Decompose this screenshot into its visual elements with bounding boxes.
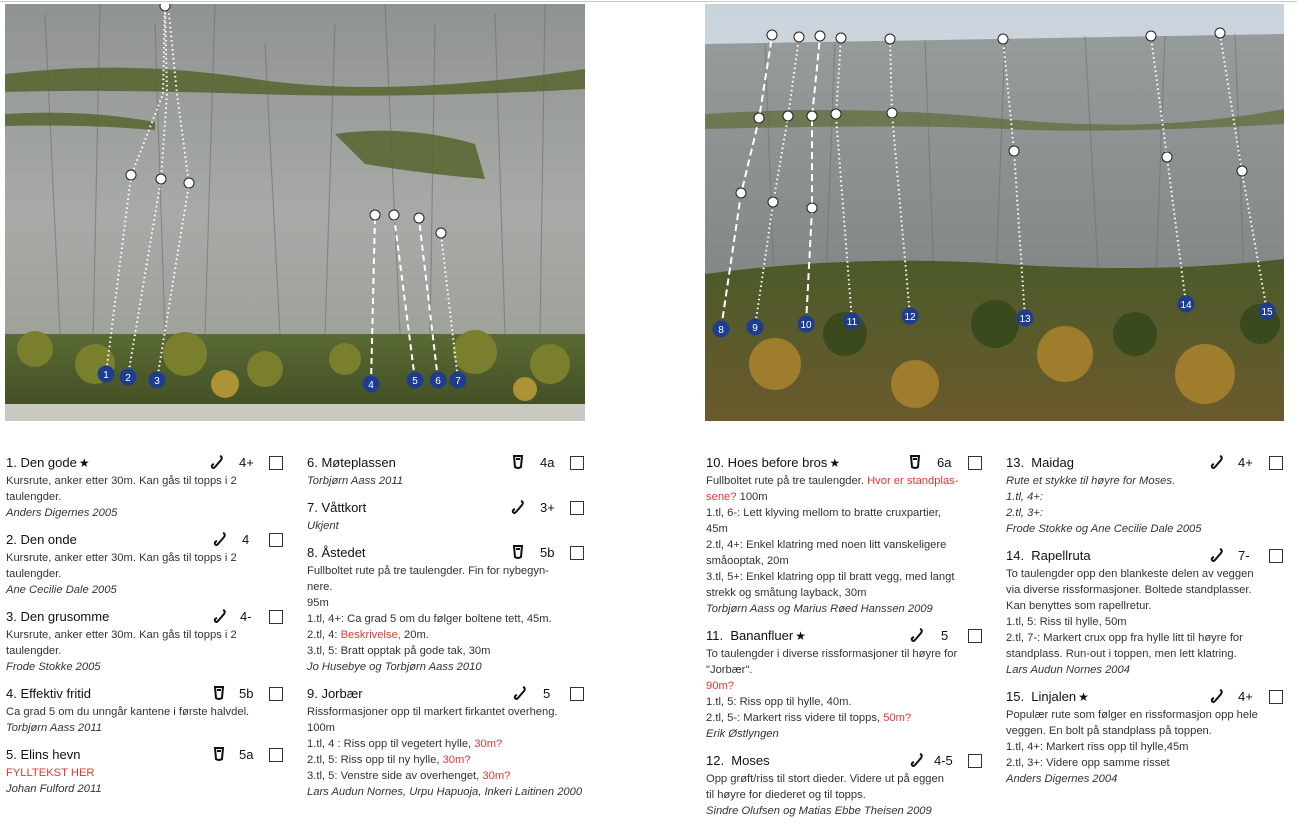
route-entry: [706, 453, 991, 617]
tick-checkbox[interactable]: [570, 687, 584, 701]
tick-checkbox[interactable]: [269, 456, 283, 470]
star-icon: ★: [1078, 690, 1089, 704]
route-marker: 7: [455, 376, 461, 387]
route-marker: 12: [904, 312, 916, 323]
route-entry: [307, 543, 592, 675]
route-grade: 4+: [1238, 455, 1253, 470]
pitch-line: 2.tl, 5: Riss opp til ny hylle, 30m?: [307, 754, 471, 766]
route-description: nere.: [307, 581, 333, 593]
route-entry: [1006, 687, 1286, 787]
route-entry: [6, 684, 286, 736]
star-icon: ★: [78, 456, 90, 470]
star-icon: ★: [829, 456, 841, 470]
route-name: 2. Den onde: [6, 532, 77, 547]
route-description: Ca grad 5 om du unngår kantene i første halvdel.: [6, 706, 250, 718]
pitch-line: standplass. Run-out i toppen, men lett klatring.: [1006, 648, 1237, 660]
pitch-line: strekk og småtung layback, 30m: [706, 587, 867, 599]
route-description: Kursrute, anker etter 30m. Kan gås til topps i 2 taulengder.: [6, 552, 237, 580]
route-entry: [307, 498, 592, 534]
pitch-line: 3.tl, 5: Venstre side av overhenget, 30m?: [307, 770, 511, 782]
route-name: 14. Rapellruta: [1006, 548, 1091, 563]
tick-checkbox[interactable]: [269, 748, 283, 762]
quickdraw-icon: [512, 685, 528, 701]
route-marker: 11: [846, 317, 858, 328]
route-name: 10. Hoes before bros: [706, 455, 828, 470]
route-description: sene? 100m: [706, 491, 768, 503]
route-length: 90m?: [706, 680, 734, 692]
route-grade: 5b: [239, 686, 254, 701]
route-name: 13. Maidag: [1006, 455, 1074, 470]
tick-checkbox[interactable]: [1269, 456, 1283, 470]
route-entry: [307, 453, 592, 489]
quickdraw-icon: [1209, 688, 1225, 704]
quickdraw-icon: [1209, 454, 1225, 470]
nut-icon: [510, 454, 526, 470]
route-entry: [6, 453, 286, 521]
route-author: Torbjørn Aass 2011: [307, 475, 403, 487]
route-column-2: [307, 453, 592, 809]
route-marker: 8: [718, 325, 724, 336]
route-marker: 6: [435, 376, 441, 387]
route-marker: 14: [1180, 300, 1192, 311]
route-author: Torbjørn Aass 2011: [6, 722, 102, 734]
tick-checkbox[interactable]: [269, 687, 283, 701]
route-description: til høyre for diederet og til topps.: [706, 789, 866, 801]
pitch-line: småooptak, 20m: [706, 555, 789, 567]
page-top-rule: [0, 1, 1297, 2]
route-entry: [706, 751, 991, 819]
tick-checkbox[interactable]: [1269, 690, 1283, 704]
route-name: 15. Linjalen: [1006, 689, 1077, 704]
route-name: 5. Elins hevn: [6, 747, 81, 762]
tick-checkbox[interactable]: [968, 754, 982, 768]
route-entry: [307, 684, 592, 800]
pitch-line: 2.tl, 7-: Markert crux opp fra hylle litt til høyre for: [1006, 632, 1243, 644]
nut-icon: [211, 685, 227, 701]
route-grade: 3+: [540, 500, 555, 515]
route-grade: 5a: [239, 747, 254, 762]
tick-checkbox[interactable]: [968, 629, 982, 643]
route-grade: 4-: [240, 609, 252, 624]
route-name: 6. Møteplassen: [307, 455, 396, 470]
tick-checkbox[interactable]: [968, 456, 982, 470]
nut-icon: [211, 746, 227, 762]
route-entry: [1006, 453, 1286, 537]
pitch-line: 1.tl, 5: Riss til hylle, 50m: [1006, 616, 1127, 628]
pitch-line: 2.tl, 4: Beskrivelse, 20m.: [307, 629, 429, 641]
route-author: Sindre Olufsen og Matias Ebbe Theisen 2009: [706, 805, 932, 817]
route-description: To taulengder i diverse rissformasjoner til høyre for: [706, 648, 958, 660]
route-entry: [1006, 546, 1286, 678]
tick-checkbox[interactable]: [570, 546, 584, 560]
route-entry: [6, 745, 286, 797]
route-grade: 4a: [540, 455, 555, 470]
quickdraw-icon: [212, 531, 228, 547]
pitch-line: 1.tl, 5: Riss opp til hylle, 40m.: [706, 696, 852, 708]
route-marker: 10: [800, 320, 812, 331]
route-grade: 4+: [239, 455, 254, 470]
route-name: 8. Åstedet: [307, 545, 366, 560]
tick-checkbox[interactable]: [570, 456, 584, 470]
route-description: Fullboltet rute på tre taulengder. Fin for nybegyn-: [307, 565, 549, 577]
quickdraw-icon: [909, 752, 925, 768]
route-description: Fullboltet rute på tre taulengder. Hvor er standplas-: [706, 475, 959, 487]
route-marker: 2: [125, 373, 131, 384]
pitch-line: 1.tl, 4+: Ca grad 5 om du følger boltene tett, 45m.: [307, 613, 552, 625]
route-grade: 4: [242, 532, 250, 547]
route-name: 11. Bananfluer: [706, 628, 794, 643]
quickdraw-icon: [212, 608, 228, 624]
pitch-line: 45m: [706, 523, 728, 535]
route-name: 3. Den grusomme: [6, 609, 110, 624]
pitch-line: 2.tl, 3+:: [1006, 507, 1044, 519]
pitch-line: 1.tl, 4 : Riss opp til vegetert hylle, 30m?: [307, 738, 503, 750]
route-author: Lars Audun Nornes 2004: [1006, 664, 1130, 676]
route-author: Anders Digernes 2004: [1006, 773, 1118, 785]
tick-checkbox[interactable]: [1269, 549, 1283, 563]
tick-checkbox[interactable]: [269, 610, 283, 624]
pitch-line: 2.tl, 4+: Enkel klatring med noen litt vanskeligere: [706, 539, 947, 551]
route-marker: 13: [1019, 314, 1031, 325]
route-author: Johan Fulford 2011: [6, 783, 102, 795]
route-description: Opp grøft/riss til stort dieder. Videre ut på eggen: [706, 773, 944, 785]
route-marker: 4: [368, 380, 374, 391]
tick-checkbox[interactable]: [269, 533, 283, 547]
route-author: Anders Digernes 2005: [6, 507, 118, 519]
route-name: 12. Moses: [706, 753, 770, 768]
route-description: Rissformasjoner opp til markert firkantet overheng.: [307, 706, 558, 718]
route-length: 95m: [307, 597, 329, 609]
route-column-1: [6, 453, 286, 806]
route-entry: [6, 607, 286, 675]
route-name: 1. Den gode: [6, 455, 77, 470]
route-description: To taulengder opp den blankeste delen av veggen: [1006, 568, 1254, 580]
route-grade: 6a: [937, 455, 952, 470]
quickdraw-icon: [909, 627, 925, 643]
route-marker: 9: [752, 323, 758, 334]
route-grade: 5b: [540, 545, 555, 560]
pitch-line: 3.tl, 5+: Enkel klatring opp til bratt vegg, med langt: [706, 571, 955, 583]
quickdraw-icon: [510, 499, 526, 515]
route-author: Frode Stokke 2005: [6, 661, 101, 673]
route-author: Ane Cecilie Dale 2005: [6, 584, 117, 596]
nut-icon: [510, 544, 526, 560]
pitch-line: 2.tl, 5-: Markert riss videre til topps, 50m?: [706, 712, 912, 724]
route-grade: 5: [543, 686, 551, 701]
route-author: Lars Audun Nornes, Urpu Hapuoja, Inkeri Laitinen 2000: [307, 786, 583, 798]
route-entry: [706, 626, 991, 742]
quickdraw-icon: [209, 454, 225, 470]
route-author: Torbjørn Aass og Marius Røed Hanssen 2009: [706, 603, 933, 615]
route-description: Kursrute, anker etter 30m. Kan gås til topps i 2 taulengder.: [6, 475, 237, 503]
star-icon: ★: [795, 629, 806, 643]
nut-icon: [907, 454, 923, 470]
route-description: Kan benyttes som rapellretur.: [1006, 600, 1152, 612]
route-description: via diverse rissformasjoner. Boltede standplasser.: [1006, 584, 1252, 596]
route-grade: 4-5: [934, 753, 953, 768]
route-author: Erik Østlyngen: [706, 728, 779, 740]
route-description: Kursrute, anker etter 30m. Kan gås til topps i 2 taulengder.: [6, 629, 237, 657]
route-grade: 5: [941, 628, 949, 643]
cliff-photo-right: [705, 4, 1284, 421]
cliff-photo-left: [5, 4, 585, 421]
route-length: 100m: [307, 722, 335, 734]
route-description-placeholder: FYLLTEKST HER: [6, 767, 95, 779]
route-column-4: [1006, 453, 1286, 796]
pitch-line: 1.tl, 6-: Lett klyving mellom to bratte cruxpartier,: [706, 507, 942, 519]
route-name: 9. Jorbær: [307, 686, 363, 701]
pitch-line: 1.tl, 4+:: [1006, 491, 1044, 503]
pitch-line: 3.tl, 5: Bratt opptak på gode tak, 30m: [307, 645, 491, 657]
route-description: Populær rute som følger en rissformasjon opp hele: [1006, 709, 1258, 721]
pitch-line: 1.tl, 4+: Markert riss opp til hylle,45m: [1006, 741, 1189, 753]
route-grade: 7-: [1238, 548, 1250, 563]
route-author: Ukjent: [307, 520, 339, 532]
route-description: Rute et stykke til høyre for Moses.: [1006, 475, 1176, 487]
route-description: veggen. En bolt på standplass på toppen.: [1006, 725, 1212, 737]
tick-checkbox[interactable]: [570, 501, 584, 515]
route-marker: 3: [154, 376, 160, 387]
route-author: Frode Stokke og Ane Cecilie Dale 2005: [1006, 523, 1202, 535]
route-grade: 4+: [1238, 689, 1253, 704]
route-marker: 5: [412, 376, 418, 387]
route-name: 4. Effektiv fritid: [6, 686, 92, 701]
route-entry: [6, 530, 286, 598]
route-marker: 15: [1261, 307, 1273, 318]
route-name: 7. Våttkort: [307, 500, 367, 515]
route-author: Jo Husebye og Torbjørn Aass 2010: [307, 661, 482, 673]
route-description: "Jorbær".: [706, 664, 753, 676]
quickdraw-icon: [1209, 547, 1225, 563]
route-marker: 1: [103, 370, 109, 381]
route-column-3: [706, 453, 991, 828]
pitch-line: 2.tl, 3+: Videre opp samme risset: [1006, 757, 1170, 769]
